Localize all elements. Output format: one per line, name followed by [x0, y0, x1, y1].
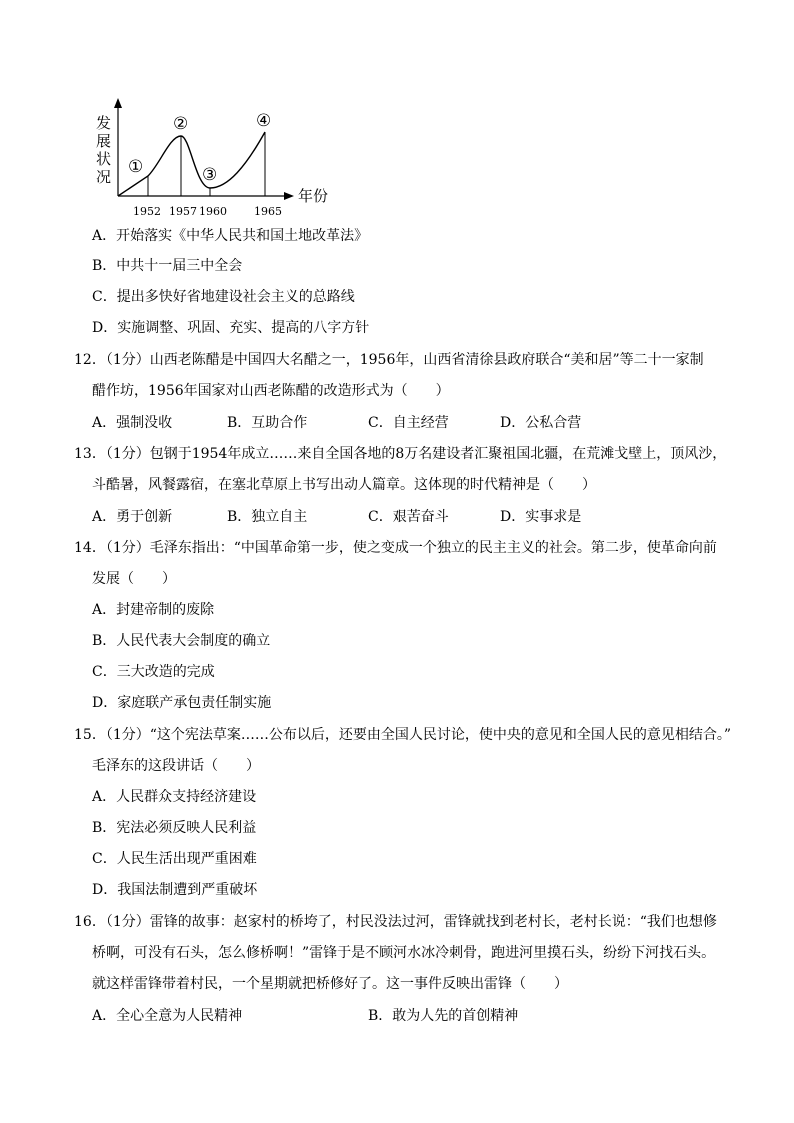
q13-stem-line2: 斗酷暑，风餐露宿，在塞北草原上书写出动人篇章。这体现的时代精神是（ ） — [92, 477, 596, 493]
q15-stem-line1: 15．（1分）“这个宪法草案……公布以后，还要由全国人民讨论，使中央的意见和全国人民的意见相结合。” — [74, 727, 732, 743]
q15-option-d: D．我国法制遭到严重破坏 — [92, 882, 258, 898]
q14-stem-line1: 14．（1分）毛泽东指出：“中国革命第一步，使之变成一个独立的民主主义的社会。第二步，使革命向前 — [74, 540, 717, 556]
year-1965: 1965 — [254, 205, 282, 218]
year-1960: 1960 — [199, 205, 227, 218]
marker-1: ① — [128, 157, 144, 177]
q15-option-b: B．宪法必须反映人民利益 — [92, 820, 257, 836]
marker-2: ② — [173, 114, 189, 134]
year-1952: 1952 — [133, 205, 161, 218]
q12-stem-line2: 醋作坊，1956年国家对山西老陈醋的改造形式为（ ） — [92, 383, 450, 399]
marker-3: ③ — [202, 165, 218, 185]
q16-stem-line1: 16．（1分）雷锋的故事：赵家村的桥垮了，村民没法过河，雷锋就找到老村长，老村长说：“我们也想修 — [74, 914, 717, 930]
q13-stem-line1: 13．（1分）包钢于1954年成立……来自全国各地的8万名建设者汇聚祖国北疆，在荒滩戈壁上，顶风沙， — [74, 446, 727, 462]
marker-4: ④ — [256, 111, 272, 131]
q12-option-a: A．强制没收 — [92, 415, 173, 431]
q16-stem-line2: 桥啊，可没有石头，怎么修桥啊！”雷锋于是不顾河水冰冷刺骨，跑进河里摸石头，纷纷下河找石头。 — [92, 945, 716, 961]
q15-option-a: A．人民群众支持经济建设 — [92, 789, 257, 805]
y-axis-arrow-icon — [114, 98, 122, 108]
q13-option-b: B．独立自主 — [227, 509, 308, 525]
x-axis-arrow-icon — [284, 192, 294, 200]
q16-option-b: B．敢为人先的首创精神 — [368, 1008, 519, 1024]
q14-option-a: A．封建帝制的废除 — [92, 602, 215, 618]
development-curve-figure — [88, 96, 348, 222]
y-axis-label-4: 况 — [96, 168, 112, 186]
year-1957: 1957 — [169, 205, 197, 218]
q12-option-c: C．自主经营 — [368, 415, 449, 431]
q16-option-a: A．全心全意为人民精神 — [92, 1008, 243, 1024]
q16-stem-line3: 就这样雷锋带着村民，一个星期就把桥修好了。这一事件反映出雷锋（ ） — [92, 976, 568, 992]
q11-option-d: D．实施调整、巩固、充实、提高的八字方针 — [92, 320, 370, 336]
q14-option-c: C．三大改造的完成 — [92, 664, 215, 680]
q11-option-b: B．中共十一届三中全会 — [92, 258, 243, 274]
q15-option-c: C．人民生活出现严重困难 — [92, 851, 257, 867]
q12-option-d: D．公私合营 — [500, 415, 582, 431]
y-axis-label-2: 展 — [96, 132, 112, 150]
q12-option-b: B．互助合作 — [227, 415, 308, 431]
q14-stem-line2: 发展（ ） — [92, 571, 176, 587]
q14-option-d: D．家庭联产承包责任制实施 — [92, 695, 272, 711]
q12-stem-line1: 12．（1分）山西老陈醋是中国四大名醋之一，1956年，山西省清徐县政府联合“美和居”等二十一家制 — [74, 352, 704, 368]
q11-option-c: C．提出多快好省地建设社会主义的总路线 — [92, 289, 355, 305]
q13-option-d: D．实事求是 — [500, 509, 582, 525]
x-axis-label: 年份 — [298, 187, 329, 205]
y-axis-label-3: 状 — [96, 150, 112, 168]
q11-option-a: A．开始落实《中华人民共和国土地改革法》 — [92, 228, 369, 244]
q14-option-b: B．人民代表大会制度的确立 — [92, 633, 271, 649]
q13-option-c: C．艰苦奋斗 — [368, 509, 449, 525]
y-axis-label-1: 发 — [96, 114, 112, 132]
q13-option-a: A．勇于创新 — [92, 509, 173, 525]
q15-stem-line2: 毛泽东的这段讲话（ ） — [92, 758, 260, 774]
